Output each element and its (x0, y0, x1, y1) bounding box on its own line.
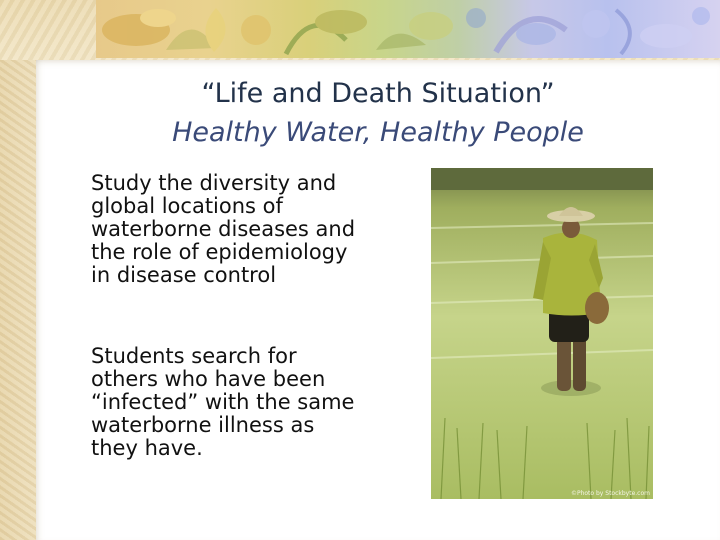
decorative-floral-banner (96, 0, 720, 58)
slide-title: “Life and Death Situation” (201, 78, 555, 109)
slide-subtitle: Healthy Water, Healthy People (172, 117, 584, 148)
photo-credit: ©Photo by Stockbyte.com (570, 490, 650, 497)
farmer-rice-paddy-photo (431, 168, 653, 499)
parchment-border-left (0, 0, 36, 540)
paragraph-students-search: Students search for others who have been “infected” with the same waterborne illness as they have. (91, 344, 355, 460)
paragraph-diversity: Study the diversity and global locations of waterborne diseases and the role of epidemiology in disease control (91, 171, 356, 287)
